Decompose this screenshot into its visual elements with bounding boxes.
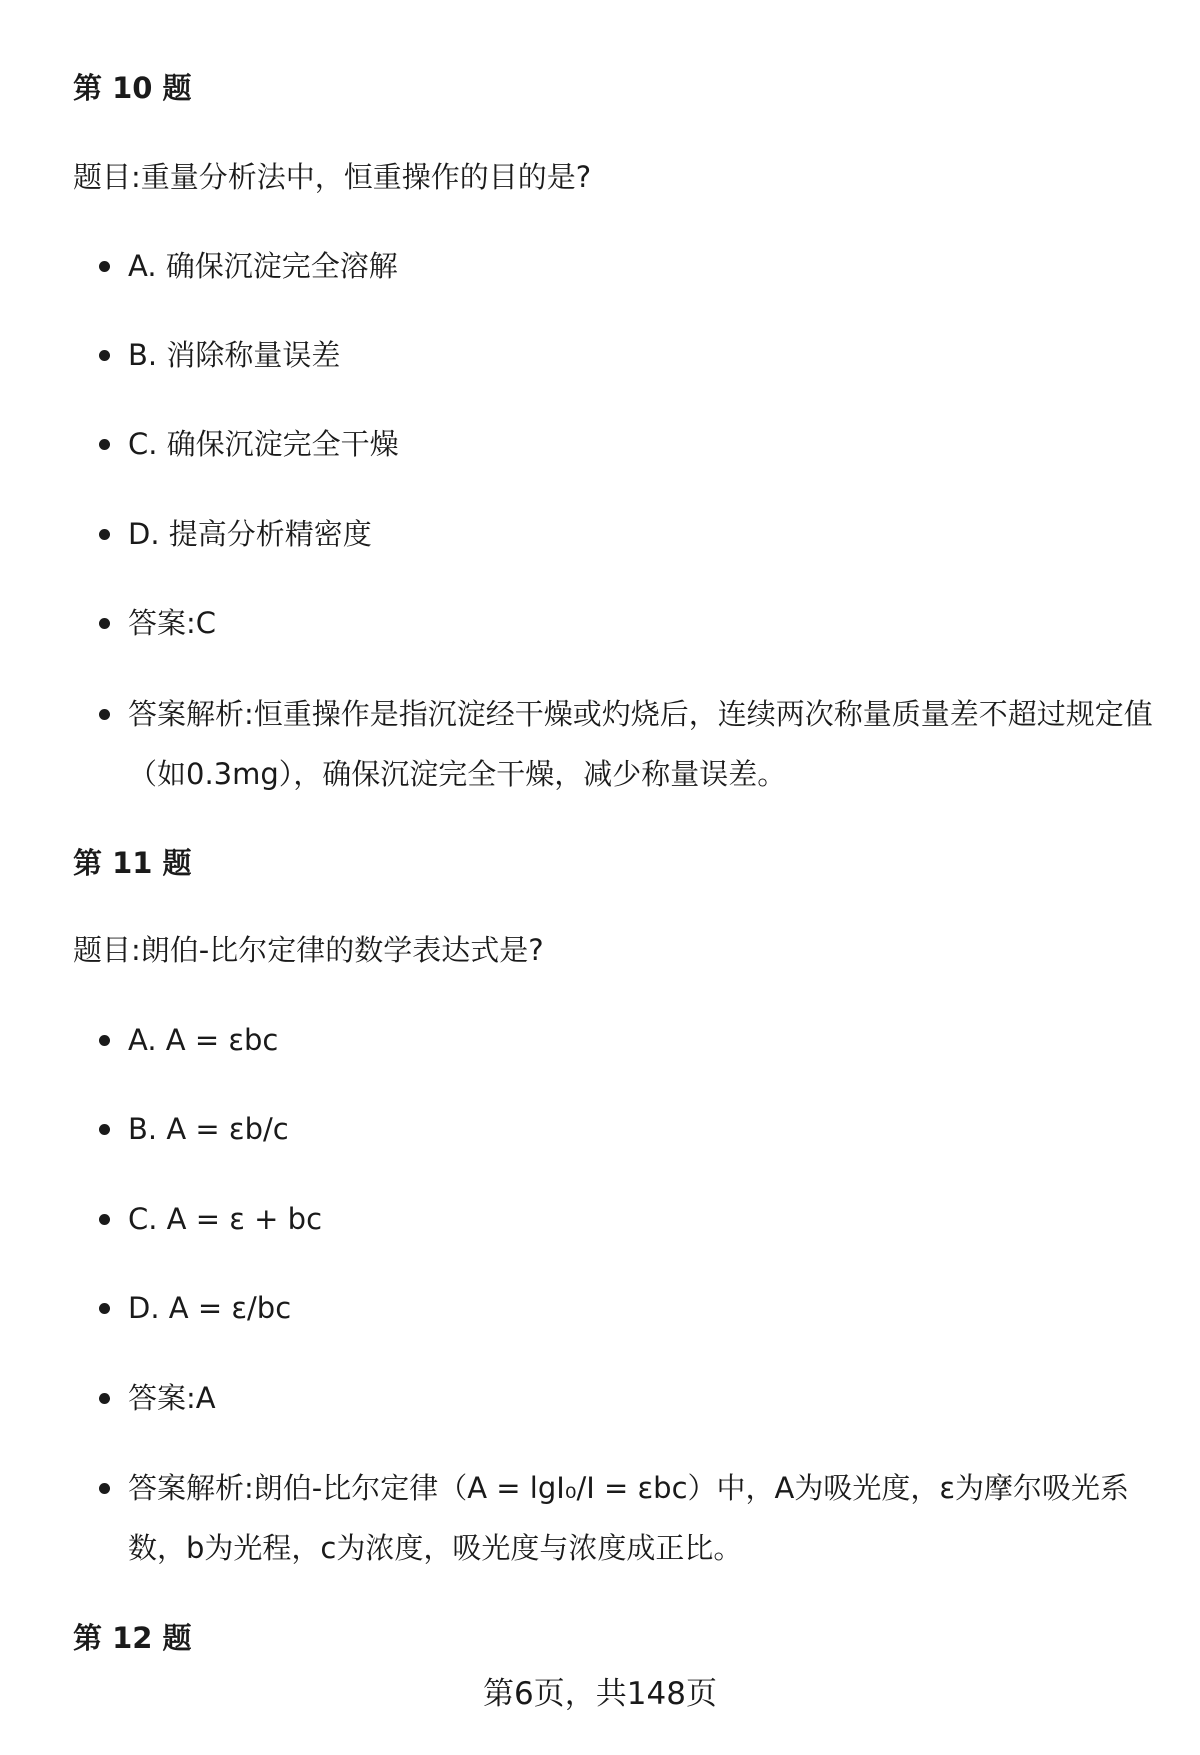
option-text: A. A = εbc <box>128 1023 279 1057</box>
explanation-item <box>128 684 1158 804</box>
answer-item <box>128 593 1158 653</box>
bullet-icon <box>99 261 110 272</box>
bullet-icon <box>99 709 110 720</box>
option-item <box>128 1099 1158 1159</box>
question-heading: 第 10 题 <box>73 71 192 105</box>
option-item <box>128 325 1158 385</box>
question-heading: 第 11 题 <box>73 846 192 880</box>
bullet-icon <box>99 1214 110 1225</box>
question-title: 题目:重量分析法中，恒重操作的目的是? <box>73 160 592 194</box>
question-heading: 第 12 题 <box>73 1621 192 1655</box>
option-text: B. 消除称量误差 <box>128 338 341 372</box>
answer-text: 答案:C <box>128 606 217 640</box>
bullet-icon <box>99 1124 110 1135</box>
option-text: A. 确保沉淀完全溶解 <box>128 249 398 283</box>
option-item <box>128 1010 1158 1070</box>
bullet-icon <box>99 439 110 450</box>
option-item <box>128 236 1158 296</box>
option-item <box>128 414 1158 474</box>
option-item <box>128 1189 1158 1249</box>
bullet-icon <box>99 350 110 361</box>
option-text: C. 确保沉淀完全干燥 <box>128 427 399 461</box>
answer-item <box>128 1368 1158 1428</box>
bullet-icon <box>99 618 110 629</box>
option-item <box>128 1278 1158 1338</box>
bullet-icon <box>99 1035 110 1046</box>
page-number: 第6页，共148页 <box>483 1676 717 1712</box>
bullet-icon <box>99 1393 110 1404</box>
option-item <box>128 504 1158 564</box>
question-title: 题目:朗伯-比尔定律的数学表达式是? <box>73 933 544 967</box>
explanation-text: 答案解析:恒重操作是指沉淀经干燥或灼烧后，连续两次称量质量差不超过规定值（如0.3mg），确保沉淀完全干燥，减少称量误差。 <box>128 697 1153 791</box>
bullet-icon <box>99 1303 110 1314</box>
option-text: D. 提高分析精密度 <box>128 517 372 551</box>
bullet-icon <box>99 1483 110 1494</box>
explanation-text: 答案解析:朗伯-比尔定律（A = lgI₀/I = εbc）中，A为吸光度，ε为摩尔吸光系数，b为光程，c为浓度，吸光度与浓度成正比。 <box>128 1471 1130 1565</box>
explanation-item <box>128 1458 1158 1578</box>
answer-text: 答案:A <box>128 1381 216 1415</box>
option-text: B. A = εb/c <box>128 1112 289 1146</box>
bullet-icon <box>99 529 110 540</box>
option-text: C. A = ε + bc <box>128 1202 323 1236</box>
option-text: D. A = ε/bc <box>128 1291 292 1325</box>
